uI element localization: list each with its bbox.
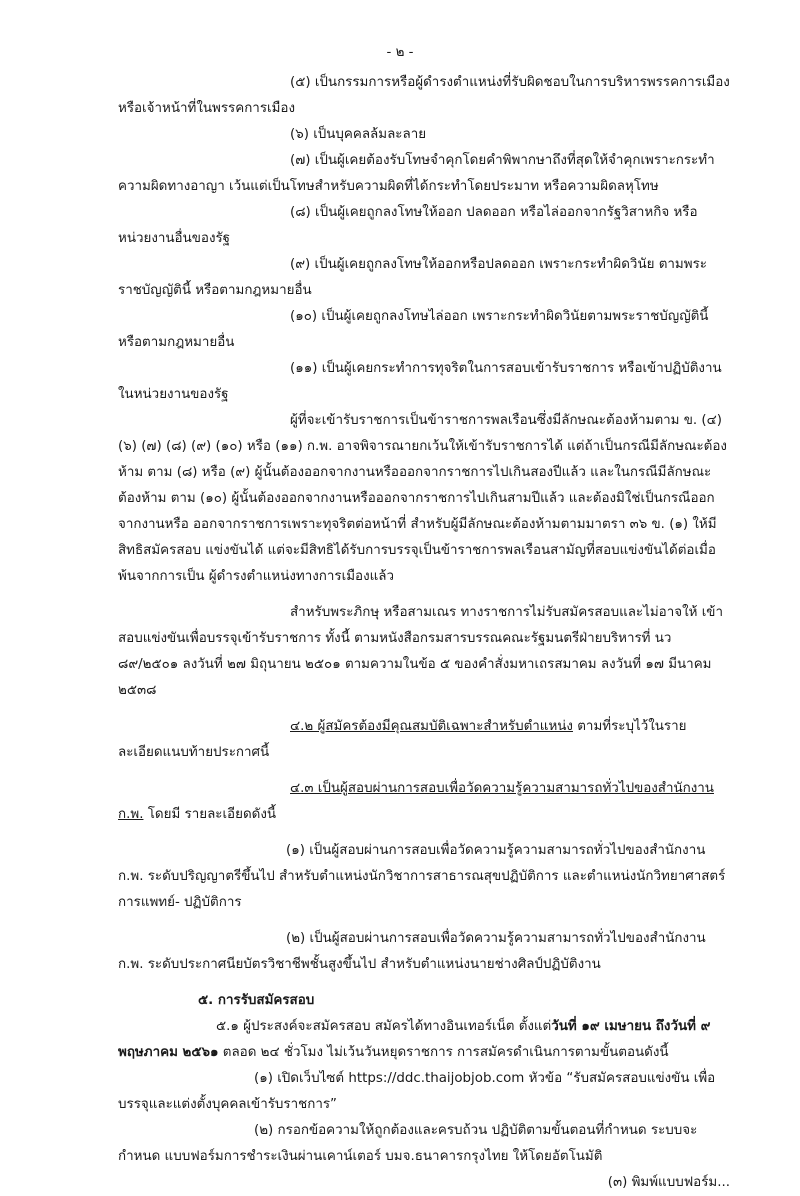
- bold-date-range: วันที่ ๑๙ เมษายน ถึงวันที่ ๙ พฤษภาคม ๒๕๖๑: [118, 1019, 711, 1060]
- paragraph-text: ตลอด ๒๔ ชั่วโมง ไม่เว้นวันหยุดราชการ การสมัครดำเนินการตามขั้นตอนดังนี้: [218, 1045, 669, 1060]
- paragraph-spacer: [118, 828, 730, 838]
- paragraph: (๑๑) เป็นผู้เคยกระทำการทุจริตในการสอบเข้ารับราชการ หรือเข้าปฏิบัติงาน ในหน่วยงานของรัฐ: [118, 361, 722, 402]
- paragraph-text: ตามที่ระบุไว้ในรายละเอียดแนบท้ายประกาศนี้: [118, 719, 687, 760]
- paragraph-spacer: [118, 766, 730, 776]
- underlined-heading: ๔.๓ เป็นผู้สอบผ่านการสอบเพื่อวัดความรู้ความสามารถทั่วไปของสำนักงาน ก.พ.: [118, 781, 714, 822]
- paragraph: (๒) กรอกข้อความให้ถูกต้องและครบถ้วน ปฏิบัติตามขั้นตอนที่กำหนด ระบบจะกำหนด แบบฟอร์มการชำระเงินผ่านเคาน์เตอร์ บมจ.ธนาคารกรุงไทย ให้โดยอัตโนมัติ: [118, 1123, 698, 1164]
- paragraph: ผู้ที่จะเข้ารับราชการเป็นข้าราชการพลเรือนซึ่งมีลักษณะต้องห้ามตาม ข. (๔) (๖) (๗) (๘) (๙) (๑๐) หรือ (๑๑) ก.พ. อาจพิจารณายกเว้นให้เข้ารับราชการได้ แต่ถ้าเป็นกรณีมีลักษณะต้องห้าม ตาม (๘) หรือ (๙) ผู้นั้นต้องออกจากงานหรือออกจากราชการไปเกินสองปีแล้ว และในกรณีมีลักษณะต้องห้าม ตาม (๑๐) ผู้นั้นต้องออกจากงานหรือออกจากราชการไปเกินสามปีแล้ว และต้องมิใช่เป็นกรณีออกจากงานหรือ ออกจากราชการเพราะทุจริตต่อหน้าที่ สำหรับผู้มีลักษณะต้องห้ามตามมาตรา ๓๖ ข. (๑) ให้มีสิทธิสมัครสอบ แข่งขันได้ แต่จะมีสิทธิได้รับการบรรจุเป็นข้าราชการพลเรือนสามัญที่สอบแข่งขันได้ต่อเมื่อพ้นจากการเป็น ผู้ดำรงตำแหน่งทางการเมืองแล้ว: [118, 413, 727, 584]
- paragraph-spacer: [118, 978, 730, 988]
- page-number: - ๒ -: [386, 45, 414, 60]
- paragraph: (๖) เป็นบุคคลล้มละลาย: [290, 127, 427, 142]
- paragraph-spacer: [118, 590, 730, 600]
- paragraph: (๙) เป็นผู้เคยถูกลงโทษให้ออกหรือปลดออก เพราะกระทำผิดวินัย ตามพระราชบัญญัตินี้ หรือตามกฎหมายอื่น: [118, 257, 707, 298]
- paragraph-spacer: [118, 916, 730, 926]
- paragraph: (๑๐) เป็นผู้เคยถูกลงโทษไล่ออก เพราะกระทำผิดวินัยตามพระราชบัญญัตินี้ หรือตามกฎหมายอื่น: [118, 309, 709, 350]
- underlined-heading: ๔.๒ ผู้สมัครต้องมีคุณสมบัติเฉพาะสำหรับตำแหน่ง: [290, 719, 573, 734]
- paragraph: (๘) เป็นผู้เคยถูกลงโทษให้ออก ปลดออก หรือไล่ออกจากรัฐวิสาหกิจ หรือหน่วยงานอื่นของรัฐ: [118, 205, 698, 246]
- continuation-note: (๓) พิมพ์แบบฟอร์ม...: [607, 1175, 730, 1190]
- paragraph: (๑) เป็นผู้สอบผ่านการสอบเพื่อวัดความรู้ความสามารถทั่วไปของสำนักงาน ก.พ. ระดับปริญญาตรีขึ้นไป สำหรับตำแหน่งนักวิชาการสาธารณสุขปฏิบัติการ และตำแหน่งนักวิทยาศาสตร์การแพทย์- ปฏิบัติการ: [118, 843, 726, 910]
- paragraph-spacer: [118, 704, 730, 714]
- paragraph: (๗) เป็นผู้เคยต้องรับโทษจำคุกโดยคำพิพากษาถึงที่สุดให้จำคุกเพราะกระทำความผิดทางอาญา เว้นแต่เป็นโทษสำหรับความผิดที่ได้กระทำโดยประมาท หรือความผิดลหุโทษ: [118, 153, 715, 194]
- paragraph-text: ๕.๑ ผู้ประสงค์จะสมัครสอบ สมัครได้ทางอินเทอร์เน็ต ตั้งแต่: [216, 1019, 552, 1034]
- paragraph: สำหรับพระภิกษุ หรือสามเณร ทางราชการไม่รับสมัครสอบและไม่อาจให้ เข้าสอบแข่งขันเพื่อบรรจุเข้ารับราชการ ทั้งนี้ ตามหนังสือกรมสารบรรณคณะรัฐมนตรีฝ่ายบริหารที่ นว ๘๙/๒๕๐๑ ลงวันที่ ๒๗ มิถุนายน ๒๕๐๑ ตามความในข้อ ๕ ของคำสั่งมหาเถรสมาคม ลงวันที่ ๑๗ มีนาคม ๒๕๓๘: [118, 605, 723, 698]
- document-body: [118, 70, 730, 1196]
- paragraph: (๑) เปิดเว็บไซต์ https://ddc.thaijobjob.com หัวข้อ “รับสมัครสอบแข่งขัน เพื่อบรรจุและแต่งตั้งบุคคลเข้ารับราชการ”: [118, 1071, 716, 1112]
- paragraph-with-bold: [118, 1014, 730, 1066]
- paragraph-text: โดยมี รายละเอียดดังนี้: [143, 807, 277, 822]
- section-heading: ๕. การรับสมัครสอบ: [198, 993, 315, 1008]
- paragraph: (๒) เป็นผู้สอบผ่านการสอบเพื่อวัดความรู้ความสามารถทั่วไปของสำนักงาน ก.พ. ระดับประกาศนียบัตรวิชาชีพชั้นสูงขึ้นไป สำหรับตำแหน่งนายช่างศิลป์ปฏิบัติงาน: [118, 931, 706, 972]
- paragraph-with-underline: [118, 776, 730, 828]
- paragraph: (๕) เป็นกรรมการหรือผู้ดำรงตำแหน่งที่รับผิดชอบในการบริหารพรรคการเมือง หรือเจ้าหน้าที่ในพรรคการเมือง: [118, 75, 730, 116]
- paragraph-with-underline: [118, 714, 730, 766]
